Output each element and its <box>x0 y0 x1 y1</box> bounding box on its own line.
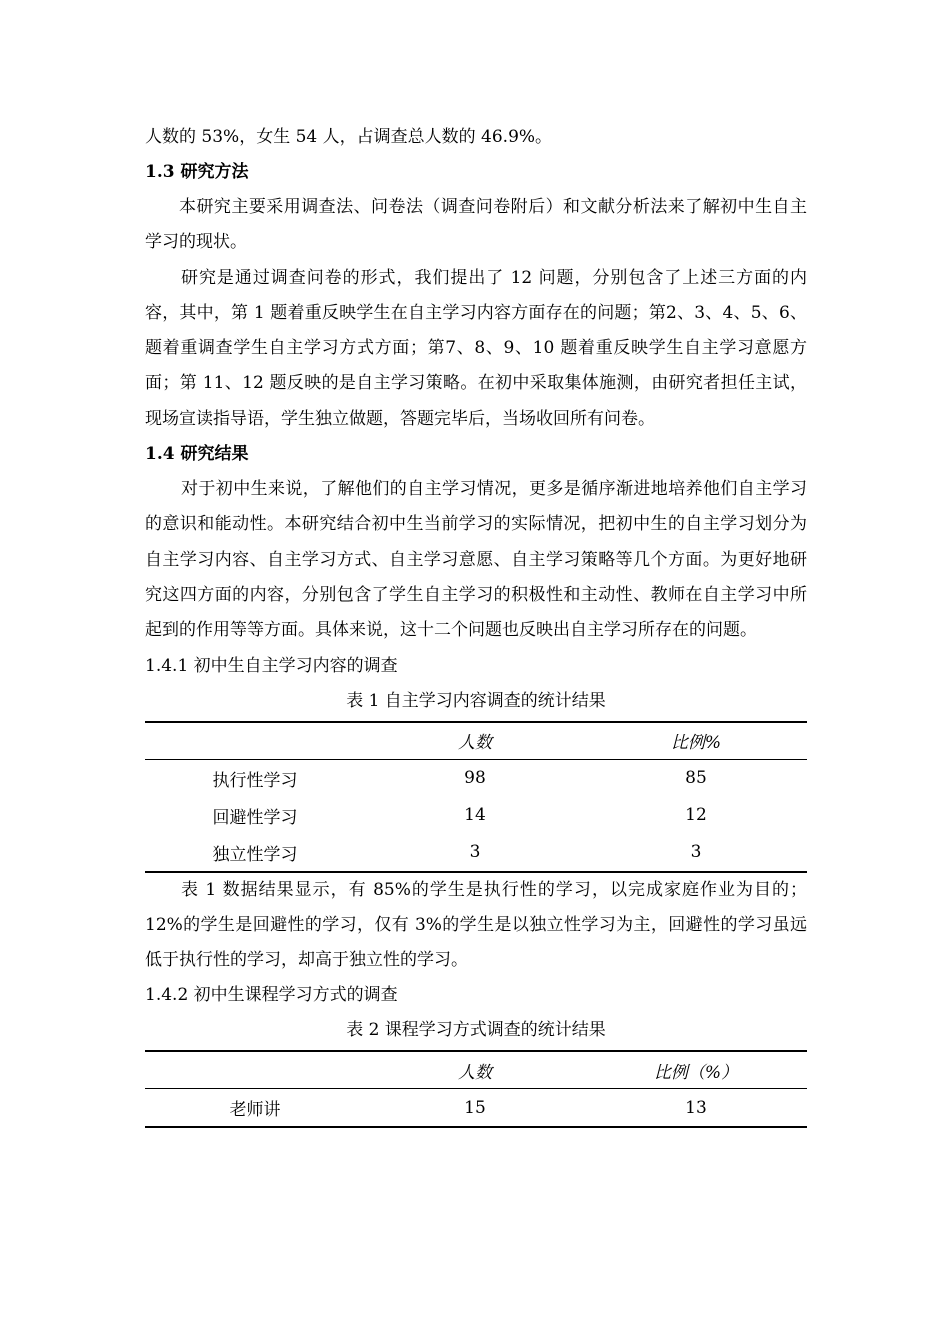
paragraph-research-method: 本研究主要采用调查法、问卷法（调查问卷附后）和文献分析法来了解初中生自主学习的现状。 <box>145 197 807 253</box>
table-cell-ratio: 12 <box>685 805 707 826</box>
table-cell-ratio: 85 <box>685 768 707 789</box>
table-cell-count: 14 <box>464 805 486 826</box>
table-cell-label: 回避性学习 <box>212 807 298 828</box>
table2-header-row <box>145 1051 807 1089</box>
table2-caption: 表 2 课程学习方式调查的统计结果 <box>346 1020 606 1041</box>
table2 <box>145 1050 807 1128</box>
paragraph-continuation: 人数的 53%，女生 54 人，占调查总人数的 46.9%。 <box>145 127 553 147</box>
table2-header-blank <box>145 1051 365 1089</box>
table-cell-ratio: 3 <box>585 834 807 872</box>
subsection-heading-1-4-1: 1.4.1 初中生自主学习内容的调查 <box>145 655 398 676</box>
table-row <box>145 1089 807 1128</box>
table-cell-ratio: 13 <box>585 1089 807 1128</box>
table1-header-blank <box>145 722 365 760</box>
table2-header-ratio: 比例（%） <box>585 1051 807 1089</box>
section-heading-1-3: 1.3 研究方法 <box>145 162 249 182</box>
table1-caption: 表 1 自主学习内容调查的统计结果 <box>346 690 606 711</box>
table-row <box>145 759 807 797</box>
table1-header-count: 人数 <box>365 722 585 760</box>
table1-header-ratio: 比例% <box>585 722 807 760</box>
subsection-heading-1-4-2: 1.4.2 初中生课程学习方式的调查 <box>145 985 398 1006</box>
table-row <box>145 797 807 834</box>
paragraph-research-results: 对于初中生来说，了解他们的自主学习情况，更多是循序渐进地培养他们自主学习的意识和能动性。本研究结合初中生当前学习的实际情况，把初中生的自主学习划分为自主学习内容、自主学习方式、自主学习意愿、自主学习策略等几个方面。为更好地研究这四方面的内容，分别包含了学生自主学习的积极性和主动性、教师在自主学习中所起到的作用等等方面。具体来说，这十二个问题也反映出自主学习所存在的问题。 <box>145 479 807 641</box>
paragraph-survey-design: 研究是通过调查问卷的形式，我们提出了 12 问题，分别包含了上述三方面的内容，其中，第 1 题着重反映学生在自主学习内容方面存在的问题；第2、3、4、5、6、题着重调查学生自主学习方式方面；第7、8、9、10 题着重反映学生自主学习意愿方面；第 11、12 题反映的是自主学习策略。在初中采取集体施测，由研究者担任主试，现场宣读指导语，学生独立做题，答题完毕后，当场收回所有问卷。 <box>145 267 807 429</box>
table-cell-count: 15 <box>365 1089 585 1128</box>
table1 <box>145 721 807 873</box>
paragraph-table1-analysis: 表 1 数据结果显示，有 85%的学生是执行性的学习，以完成家庭作业为目的；12%的学生是回避性的学习，仅有 3%的学生是以独立性学习为主，回避性的学习虽远低于执行性的学习，却高于独立性的学习。 <box>145 879 807 971</box>
table-cell-label: 执行性学习 <box>212 770 298 791</box>
table-row <box>145 834 807 872</box>
table-cell-count: 98 <box>464 768 486 789</box>
table-cell-label: 独立性学习 <box>145 834 365 872</box>
table2-header-count: 人数 <box>365 1051 585 1089</box>
table-cell-count: 3 <box>365 834 585 872</box>
document-page <box>145 120 807 1128</box>
table-cell-label: 老师讲 <box>145 1089 365 1128</box>
section-heading-1-4: 1.4 研究结果 <box>145 444 249 465</box>
table1-header-row <box>145 722 807 760</box>
